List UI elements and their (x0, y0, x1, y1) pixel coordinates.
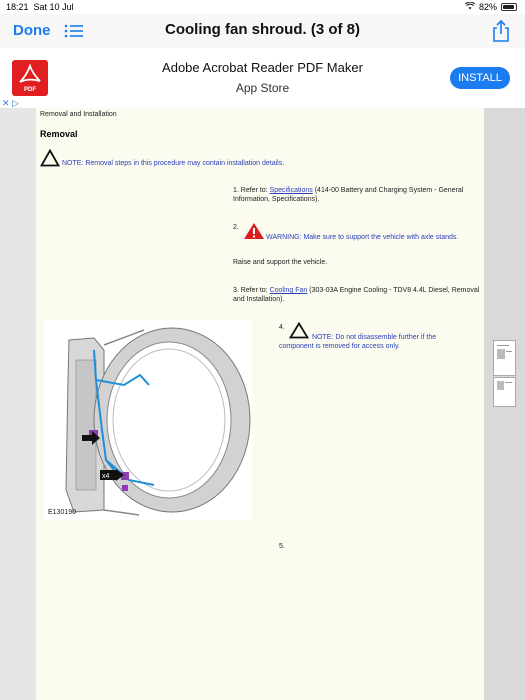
battery-percent: 82% (478, 2, 497, 12)
step-2-warning: WARNING: Make sure to support the vehicle with axle stands. (266, 234, 459, 241)
battery-icon (501, 3, 517, 11)
document-title: Cooling fan shroud. (3 of 8) (165, 21, 360, 38)
step-4-number: 4. (279, 324, 285, 331)
share-icon[interactable] (491, 19, 511, 43)
figure-label: E130190 (48, 509, 77, 516)
cooling-fan-link[interactable]: Cooling Fan (269, 287, 308, 294)
wifi-icon (465, 2, 475, 12)
ad-subtitle: App Store (235, 81, 290, 95)
step-2-number: 2. (233, 224, 239, 231)
step-1: 1. Refer to: Specifications (414-00 Battery and Charging System - General Information, Specifications). (233, 187, 464, 203)
svg-text:x4: x4 (102, 473, 110, 480)
step-2-text: Raise and support the vehicle. (233, 259, 328, 266)
section-heading: Removal (40, 129, 78, 139)
install-button[interactable]: INSTALL (450, 67, 510, 89)
shroud-diagram (44, 320, 252, 520)
status-time: 18:21 Sat 10 Jul (6, 2, 74, 12)
ad-choices-icon[interactable]: ✕ ▷ (2, 98, 19, 108)
step-4-note: NOTE: Do not disassemble further if the component is removed for access only. (279, 334, 437, 350)
ad-title: Adobe Acrobat Reader PDF Maker (162, 60, 363, 75)
specifications-link[interactable]: Specifications (269, 187, 313, 194)
status-bar (0, 0, 525, 14)
step-5-number: 5. (279, 543, 285, 550)
note-icon (40, 149, 60, 172)
page-thumbnail[interactable] (493, 377, 516, 407)
removal-note: NOTE: Removal steps in this procedure may contain installation details. (62, 160, 285, 167)
section-header: Removal and Installation (40, 111, 117, 118)
ad-banner[interactable] (0, 48, 525, 108)
acrobat-logo-icon: PDF (12, 60, 48, 96)
navigation-bar (0, 14, 525, 48)
done-button[interactable]: Done (13, 22, 51, 39)
step-3: 3. Refer to: Cooling Fan (303-03A Engine Cooling - TDV8 4.4L Diesel, Removal and Installation). (233, 287, 480, 303)
status-right (465, 2, 517, 12)
page-thumbnail[interactable] (493, 340, 516, 376)
